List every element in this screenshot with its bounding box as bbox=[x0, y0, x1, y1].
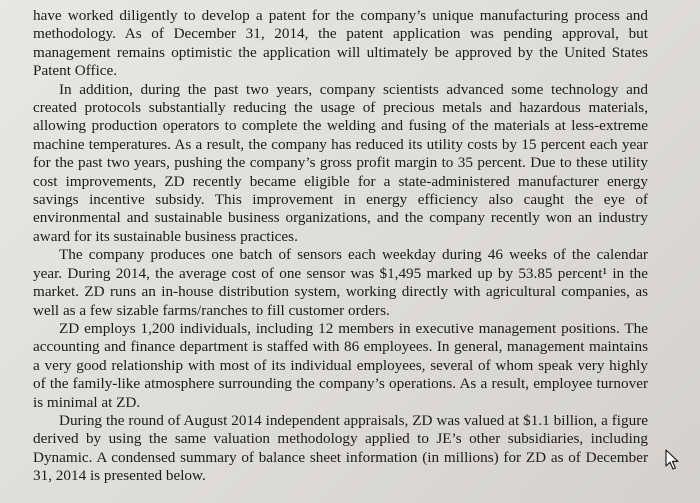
paragraph-patent: have worked diligently to develop a patent for the company’s unique manufacturing process and methodology. As of December 31, 2014, the patent application was pending approval, but management remains optimistic the application will ultimately be approved by the United States Patent Office. bbox=[33, 7, 648, 80]
paragraph-valuation: During the round of August 2014 independent appraisals, ZD was valued at $1.1 billion, a figure derived by using the same valuation methodology applied to JE’s other subsidiaries, including Dynamic. A condensed summary of balance sheet information (in millions) for ZD as of December 31, 2014 is presented below. bbox=[33, 411, 648, 485]
paragraph-technology: In addition, during the past two years, company scientists advanced some technology and created protocols substantially reducing the usage of precious metals and hazardous materials, allowing production operators to complete the welding and fusing of the materials at less-extreme machine temperatures. As a result, the company has reduced its utility costs by 15 percent each year for the past two years, pushing the company’s gross profit margin to 35 percent. Due to these utility cost improvements, ZD recently became eligible for a state-administered manufacturer energy savings incentive subsidy. This improvement in energy efficiency also caught the eye of environmental and sustainable business organizations, and the company recently won an industry award for its sustainable business practices. bbox=[33, 80, 648, 245]
paragraph-employees: ZD employs 1,200 individuals, including 12 members in executive management positions. The accounting and finance department is staffed with 86 employees. In general, management maintains a very good relationship with most of its individual employees, several of whom speak very highly of the family-like atmosphere surrounding the company’s operations. As a result, employee turnover is minimal at ZD. bbox=[33, 319, 648, 411]
paragraph-production: The company produces one batch of sensors each weekday during 46 weeks of the calendar year. During 2014, the average cost of one sensor was $1,495 marked up by 53.85 percent¹ in the market. ZD runs an in-house distribution system, working directly with agricultural companies, as well as a few sizable farms/ranches to fill customer orders. bbox=[33, 246, 648, 319]
mouse-pointer-icon bbox=[665, 449, 681, 471]
